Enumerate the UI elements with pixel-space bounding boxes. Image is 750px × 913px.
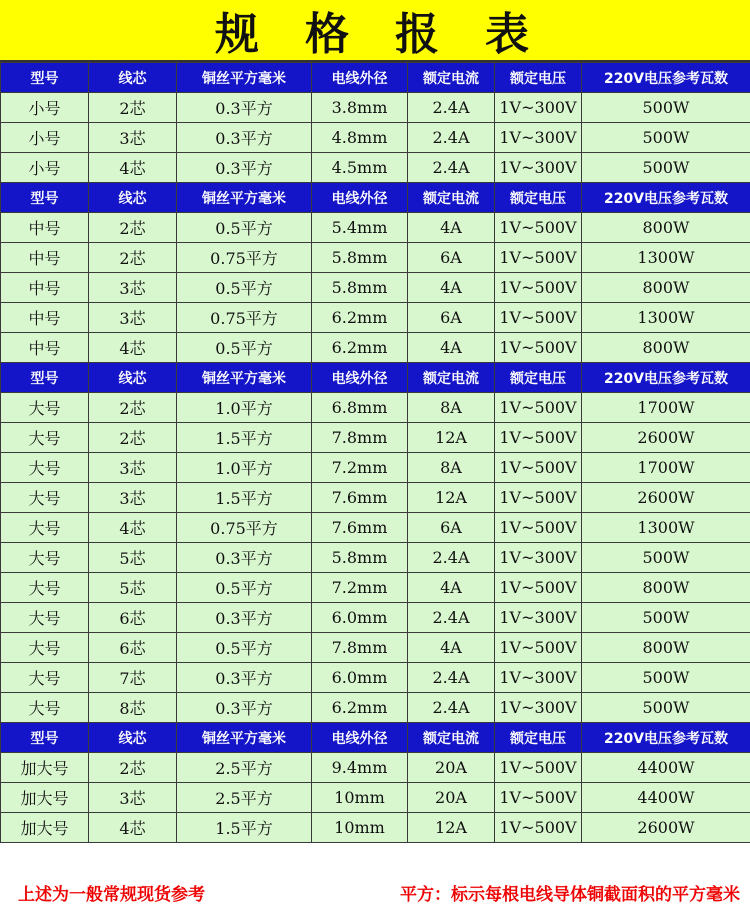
table-cell: 中号 bbox=[1, 303, 89, 333]
column-header: 铜丝平方毫米 bbox=[177, 723, 312, 753]
column-header: 电线外径 bbox=[312, 723, 408, 753]
table-cell: 7.2mm bbox=[312, 453, 408, 483]
table-cell: 大号 bbox=[1, 393, 89, 423]
table-cell: 9.4mm bbox=[312, 753, 408, 783]
table-header-row bbox=[1, 363, 750, 393]
table-header-row bbox=[1, 723, 750, 753]
column-header: 额定电流 bbox=[408, 363, 495, 393]
table-cell: 2.4A bbox=[408, 693, 495, 723]
table-row bbox=[1, 333, 750, 363]
column-header: 电线外径 bbox=[312, 183, 408, 213]
table-cell: 2芯 bbox=[89, 393, 177, 423]
table-cell: 2.4A bbox=[408, 123, 495, 153]
table-cell: 2芯 bbox=[89, 93, 177, 123]
table-cell: 3芯 bbox=[89, 123, 177, 153]
table-cell: 1V~500V bbox=[495, 273, 582, 303]
table-cell: 6A bbox=[408, 303, 495, 333]
table-cell: 10mm bbox=[312, 813, 408, 843]
table-cell: 500W bbox=[582, 693, 750, 723]
table-cell: 6.2mm bbox=[312, 693, 408, 723]
column-header: 额定电压 bbox=[495, 63, 582, 93]
column-header: 铜丝平方毫米 bbox=[177, 183, 312, 213]
table-cell: 1V~500V bbox=[495, 513, 582, 543]
column-header: 额定电压 bbox=[495, 363, 582, 393]
table-cell: 4芯 bbox=[89, 813, 177, 843]
table-row bbox=[1, 813, 750, 843]
table-cell: 0.3平方 bbox=[177, 693, 312, 723]
spec-table bbox=[0, 62, 750, 843]
column-header: 线芯 bbox=[89, 183, 177, 213]
table-cell: 5.4mm bbox=[312, 213, 408, 243]
column-header: 铜丝平方毫米 bbox=[177, 63, 312, 93]
table-row bbox=[1, 573, 750, 603]
table-row bbox=[1, 213, 750, 243]
column-header: 220V电压参考瓦数 bbox=[582, 363, 750, 393]
table-cell: 0.75平方 bbox=[177, 513, 312, 543]
table-cell: 1V~500V bbox=[495, 423, 582, 453]
table-row bbox=[1, 483, 750, 513]
table-cell: 4芯 bbox=[89, 513, 177, 543]
table-row bbox=[1, 663, 750, 693]
table-cell: 大号 bbox=[1, 423, 89, 453]
table-cell: 5芯 bbox=[89, 573, 177, 603]
table-cell: 大号 bbox=[1, 693, 89, 723]
table-cell: 大号 bbox=[1, 573, 89, 603]
table-cell: 5芯 bbox=[89, 543, 177, 573]
table-cell: 大号 bbox=[1, 543, 89, 573]
table-cell: 1V~500V bbox=[495, 813, 582, 843]
table-cell: 500W bbox=[582, 603, 750, 633]
table-row bbox=[1, 543, 750, 573]
table-cell: 1V~300V bbox=[495, 663, 582, 693]
table-cell: 800W bbox=[582, 213, 750, 243]
table-row bbox=[1, 303, 750, 333]
table-cell: 1.0平方 bbox=[177, 453, 312, 483]
table-cell: 1300W bbox=[582, 513, 750, 543]
table-cell: 0.3平方 bbox=[177, 93, 312, 123]
table-cell: 3.8mm bbox=[312, 93, 408, 123]
table-cell: 7.6mm bbox=[312, 513, 408, 543]
table-cell: 3芯 bbox=[89, 483, 177, 513]
table-cell: 800W bbox=[582, 633, 750, 663]
table-cell: 1V~500V bbox=[495, 753, 582, 783]
table-cell: 4400W bbox=[582, 783, 750, 813]
table-cell: 6.2mm bbox=[312, 333, 408, 363]
table-cell: 1V~300V bbox=[495, 93, 582, 123]
table-cell: 5.8mm bbox=[312, 243, 408, 273]
table-row bbox=[1, 453, 750, 483]
table-cell: 1V~300V bbox=[495, 543, 582, 573]
table-cell: 6A bbox=[408, 243, 495, 273]
table-cell: 1V~500V bbox=[495, 333, 582, 363]
table-row bbox=[1, 123, 750, 153]
table-cell: 0.5平方 bbox=[177, 333, 312, 363]
table-cell: 800W bbox=[582, 273, 750, 303]
column-header: 额定电流 bbox=[408, 723, 495, 753]
column-header: 额定电流 bbox=[408, 63, 495, 93]
table-cell: 7芯 bbox=[89, 663, 177, 693]
table-cell: 0.5平方 bbox=[177, 633, 312, 663]
table-row bbox=[1, 393, 750, 423]
table-cell: 3芯 bbox=[89, 453, 177, 483]
table-cell: 1V~500V bbox=[495, 453, 582, 483]
table-cell: 5.8mm bbox=[312, 273, 408, 303]
table-cell: 1V~300V bbox=[495, 603, 582, 633]
table-cell: 2600W bbox=[582, 813, 750, 843]
column-header: 型号 bbox=[1, 723, 89, 753]
table-cell: 0.3平方 bbox=[177, 123, 312, 153]
table-cell: 1.5平方 bbox=[177, 423, 312, 453]
table-cell: 3芯 bbox=[89, 783, 177, 813]
table-row bbox=[1, 153, 750, 183]
table-cell: 500W bbox=[582, 543, 750, 573]
table-cell: 加大号 bbox=[1, 783, 89, 813]
table-cell: 2.4A bbox=[408, 663, 495, 693]
table-cell: 1V~300V bbox=[495, 123, 582, 153]
column-header: 线芯 bbox=[89, 63, 177, 93]
table-cell: 4.5mm bbox=[312, 153, 408, 183]
table-cell: 1V~300V bbox=[495, 693, 582, 723]
table-cell: 2600W bbox=[582, 483, 750, 513]
table-cell: 3芯 bbox=[89, 273, 177, 303]
table-cell: 4400W bbox=[582, 753, 750, 783]
table-cell: 4A bbox=[408, 273, 495, 303]
table-cell: 0.5平方 bbox=[177, 573, 312, 603]
table-row bbox=[1, 513, 750, 543]
table-cell: 6.2mm bbox=[312, 303, 408, 333]
table-cell: 1700W bbox=[582, 393, 750, 423]
table-cell: 12A bbox=[408, 423, 495, 453]
table-row bbox=[1, 633, 750, 663]
table-cell: 6.0mm bbox=[312, 663, 408, 693]
table-cell: 20A bbox=[408, 753, 495, 783]
table-cell: 7.8mm bbox=[312, 423, 408, 453]
column-header: 线芯 bbox=[89, 723, 177, 753]
column-header: 型号 bbox=[1, 63, 89, 93]
table-cell: 1V~500V bbox=[495, 243, 582, 273]
table-cell: 7.8mm bbox=[312, 633, 408, 663]
table-header-row bbox=[1, 183, 750, 213]
table-cell: 中号 bbox=[1, 273, 89, 303]
table-cell: 中号 bbox=[1, 213, 89, 243]
table-cell: 2芯 bbox=[89, 243, 177, 273]
table-cell: 6A bbox=[408, 513, 495, 543]
table-cell: 大号 bbox=[1, 483, 89, 513]
table-cell: 0.3平方 bbox=[177, 603, 312, 633]
table-cell: 6芯 bbox=[89, 603, 177, 633]
column-header: 220V电压参考瓦数 bbox=[582, 723, 750, 753]
column-header: 额定电压 bbox=[495, 723, 582, 753]
table-cell: 12A bbox=[408, 483, 495, 513]
table-cell: 1V~500V bbox=[495, 303, 582, 333]
table-cell: 4芯 bbox=[89, 333, 177, 363]
table-row bbox=[1, 243, 750, 273]
table-cell: 1V~500V bbox=[495, 783, 582, 813]
table-header-row bbox=[1, 63, 750, 93]
table-cell: 10mm bbox=[312, 783, 408, 813]
footer-note-left: 上述为一般常规现货参考 bbox=[18, 885, 205, 905]
table-cell: 2.4A bbox=[408, 603, 495, 633]
table-cell: 500W bbox=[582, 93, 750, 123]
table-cell: 大号 bbox=[1, 453, 89, 483]
table-cell: 6芯 bbox=[89, 633, 177, 663]
table-cell: 6.8mm bbox=[312, 393, 408, 423]
table-cell: 加大号 bbox=[1, 753, 89, 783]
table-cell: 8芯 bbox=[89, 693, 177, 723]
table-row bbox=[1, 93, 750, 123]
table-cell: 2600W bbox=[582, 423, 750, 453]
table-cell: 0.3平方 bbox=[177, 543, 312, 573]
table-cell: 中号 bbox=[1, 333, 89, 363]
column-header: 电线外径 bbox=[312, 363, 408, 393]
page-title: 规格报表 bbox=[0, 0, 750, 62]
spec-table-body bbox=[1, 63, 750, 843]
table-row bbox=[1, 273, 750, 303]
table-cell: 大号 bbox=[1, 663, 89, 693]
column-header: 型号 bbox=[1, 363, 89, 393]
table-cell: 1V~500V bbox=[495, 393, 582, 423]
table-cell: 4A bbox=[408, 573, 495, 603]
footer-note-right: 平方：标示每根电线导体铜截面积的平方毫米 bbox=[400, 885, 740, 905]
table-cell: 6.0mm bbox=[312, 603, 408, 633]
table-cell: 小号 bbox=[1, 93, 89, 123]
table-cell: 1V~500V bbox=[495, 483, 582, 513]
table-row bbox=[1, 693, 750, 723]
table-cell: 0.3平方 bbox=[177, 153, 312, 183]
table-cell: 3芯 bbox=[89, 303, 177, 333]
table-cell: 0.5平方 bbox=[177, 273, 312, 303]
column-header: 220V电压参考瓦数 bbox=[582, 183, 750, 213]
table-cell: 1300W bbox=[582, 243, 750, 273]
table-cell: 2芯 bbox=[89, 423, 177, 453]
table-cell: 1V~500V bbox=[495, 633, 582, 663]
column-header: 铜丝平方毫米 bbox=[177, 363, 312, 393]
table-cell: 1700W bbox=[582, 453, 750, 483]
table-cell: 0.75平方 bbox=[177, 243, 312, 273]
footer-note bbox=[0, 876, 750, 913]
table-cell: 0.3平方 bbox=[177, 663, 312, 693]
table-cell: 4芯 bbox=[89, 153, 177, 183]
table-cell: 1.0平方 bbox=[177, 393, 312, 423]
table-cell: 2.5平方 bbox=[177, 753, 312, 783]
table-row bbox=[1, 753, 750, 783]
table-cell: 800W bbox=[582, 333, 750, 363]
table-cell: 4.8mm bbox=[312, 123, 408, 153]
table-cell: 0.75平方 bbox=[177, 303, 312, 333]
table-row bbox=[1, 783, 750, 813]
table-cell: 500W bbox=[582, 123, 750, 153]
table-cell: 4A bbox=[408, 213, 495, 243]
column-header: 220V电压参考瓦数 bbox=[582, 63, 750, 93]
table-cell: 小号 bbox=[1, 153, 89, 183]
table-cell: 1V~500V bbox=[495, 213, 582, 243]
table-cell: 4A bbox=[408, 633, 495, 663]
table-cell: 大号 bbox=[1, 603, 89, 633]
table-cell: 8A bbox=[408, 393, 495, 423]
table-row bbox=[1, 603, 750, 633]
table-cell: 2.4A bbox=[408, 543, 495, 573]
table-cell: 20A bbox=[408, 783, 495, 813]
table-cell: 500W bbox=[582, 153, 750, 183]
table-cell: 7.6mm bbox=[312, 483, 408, 513]
column-header: 型号 bbox=[1, 183, 89, 213]
table-cell: 小号 bbox=[1, 123, 89, 153]
table-cell: 5.8mm bbox=[312, 543, 408, 573]
table-cell: 800W bbox=[582, 573, 750, 603]
table-cell: 8A bbox=[408, 453, 495, 483]
table-cell: 2.4A bbox=[408, 93, 495, 123]
table-cell: 0.5平方 bbox=[177, 213, 312, 243]
table-cell: 大号 bbox=[1, 633, 89, 663]
table-row bbox=[1, 423, 750, 453]
table-cell: 2.5平方 bbox=[177, 783, 312, 813]
table-cell: 4A bbox=[408, 333, 495, 363]
table-cell: 500W bbox=[582, 663, 750, 693]
column-header: 线芯 bbox=[89, 363, 177, 393]
table-cell: 1.5平方 bbox=[177, 483, 312, 513]
table-cell: 2芯 bbox=[89, 213, 177, 243]
table-cell: 大号 bbox=[1, 513, 89, 543]
column-header: 电线外径 bbox=[312, 63, 408, 93]
table-cell: 7.2mm bbox=[312, 573, 408, 603]
table-cell: 加大号 bbox=[1, 813, 89, 843]
table-cell: 2芯 bbox=[89, 753, 177, 783]
table-cell: 1.5平方 bbox=[177, 813, 312, 843]
table-cell: 12A bbox=[408, 813, 495, 843]
column-header: 额定电流 bbox=[408, 183, 495, 213]
table-cell: 1300W bbox=[582, 303, 750, 333]
table-cell: 1V~500V bbox=[495, 573, 582, 603]
table-cell: 2.4A bbox=[408, 153, 495, 183]
table-cell: 中号 bbox=[1, 243, 89, 273]
table-cell: 1V~300V bbox=[495, 153, 582, 183]
column-header: 额定电压 bbox=[495, 183, 582, 213]
